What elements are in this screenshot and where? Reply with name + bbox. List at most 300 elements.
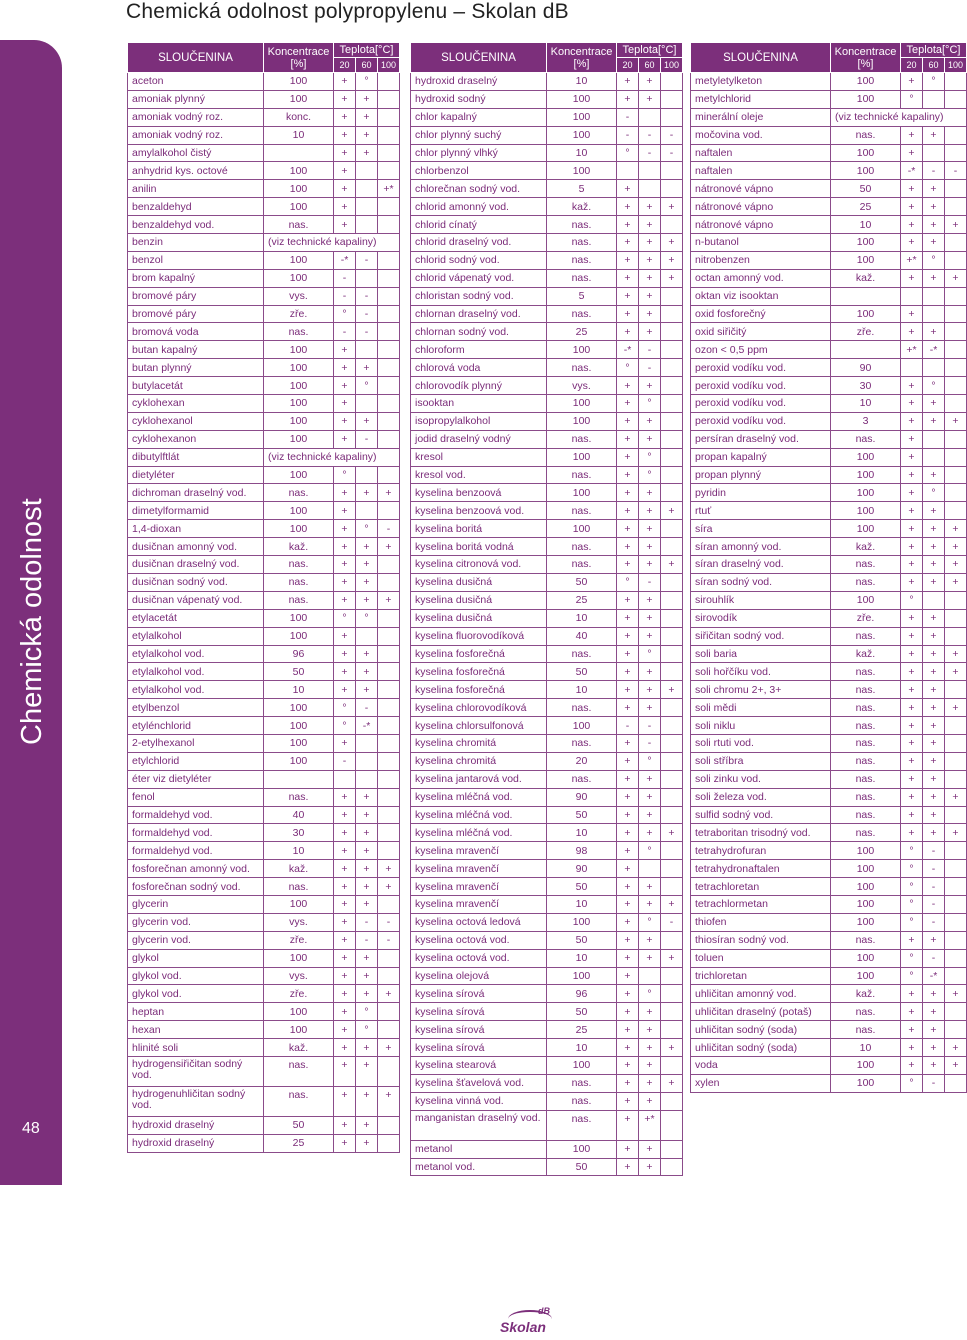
concentration: 10 (264, 842, 334, 860)
rating-20: + (617, 842, 639, 860)
rating-100 (945, 734, 967, 752)
rating-20: + (901, 770, 923, 788)
rating-20: ° (901, 90, 923, 108)
compound-name: butylacetát (128, 377, 264, 395)
compound-name: benzaldehyd (128, 198, 264, 216)
rating-60: + (923, 502, 945, 520)
rating-60: + (356, 591, 378, 609)
rating-20: + (901, 1021, 923, 1039)
compound-name: uhličitan sodný (soda) (691, 1021, 831, 1039)
rating-20: + (901, 484, 923, 502)
rating-60: + (356, 556, 378, 574)
rating-100 (378, 842, 400, 860)
table-row (691, 251, 967, 269)
table-row (411, 824, 683, 842)
rating-20: + (334, 591, 356, 609)
see-note: (viz technické kapaliny) (831, 108, 967, 126)
rating-60: + (639, 484, 661, 502)
rating-20: + (334, 878, 356, 896)
concentration: 100 (264, 717, 334, 735)
rating-60: + (923, 717, 945, 735)
compound-name: benzin (128, 234, 264, 252)
concentration: 100 (831, 90, 901, 108)
compound-name: naftalen (691, 144, 831, 162)
compound-name: sulfid sodný vod. (691, 806, 831, 824)
compound-name: 2-etylhexanol (128, 734, 264, 752)
compound-name: soli mědi (691, 699, 831, 717)
rating-100: + (661, 1039, 683, 1057)
rating-20: + (617, 627, 639, 645)
table-row (411, 1039, 683, 1057)
rating-60: - (356, 430, 378, 448)
concentration: kaž. (831, 538, 901, 556)
concentration: 100 (547, 126, 617, 144)
concentration: nas. (264, 573, 334, 591)
rating-20 (334, 770, 356, 788)
table-row (128, 216, 400, 234)
rating-60: + (639, 1021, 661, 1039)
table-row (691, 305, 967, 323)
compound-name: kyselina mravenčí (411, 895, 547, 913)
table-row (411, 681, 683, 699)
compound-name: amoniak plynný (128, 90, 264, 108)
rating-100 (661, 770, 683, 788)
rating-100 (378, 806, 400, 824)
rating-60: + (639, 377, 661, 395)
concentration: 50 (547, 573, 617, 591)
compound-name: peroxid vodíku vod. (691, 377, 831, 395)
compound-name: chlorbenzol (411, 162, 547, 180)
rating-60: + (639, 627, 661, 645)
rating-100 (661, 108, 683, 126)
compound-name: dimetylformamid (128, 502, 264, 520)
rating-100 (661, 377, 683, 395)
concentration: 90 (547, 860, 617, 878)
header-temperature: Teplota[°C] (334, 43, 400, 58)
compound-name: kyselina sírová (411, 985, 547, 1003)
rating-20: + (617, 878, 639, 896)
table-row (411, 788, 683, 806)
rating-100 (945, 305, 967, 323)
compound-name: kyselina jantarová vod. (411, 770, 547, 788)
concentration: 50 (547, 663, 617, 681)
rating-60: ° (356, 609, 378, 627)
rating-60: + (639, 663, 661, 681)
table-row (411, 359, 683, 377)
header-temperature: Teplota[°C] (901, 43, 967, 58)
rating-100 (945, 770, 967, 788)
rating-60: + (639, 770, 661, 788)
rating-60: - (356, 251, 378, 269)
rating-20: + (617, 90, 639, 108)
rating-60: - (923, 949, 945, 967)
concentration: 100 (264, 752, 334, 770)
compound-name: ozon < 0,5 ppm (691, 341, 831, 359)
concentration: nas. (547, 645, 617, 663)
rating-60: + (639, 609, 661, 627)
rating-100 (661, 412, 683, 430)
rating-100 (945, 1021, 967, 1039)
rating-60: ° (356, 520, 378, 538)
rating-100: + (945, 1039, 967, 1057)
rating-20: ° (901, 860, 923, 878)
concentration: 100 (264, 359, 334, 377)
compound-name: pyridin (691, 484, 831, 502)
compound-name: thiosíran sodný vod. (691, 931, 831, 949)
rating-100: + (661, 251, 683, 269)
rating-60: + (923, 806, 945, 824)
rating-60: + (639, 234, 661, 252)
rating-20: + (334, 395, 356, 413)
concentration: 10 (547, 895, 617, 913)
rating-20: + (901, 1039, 923, 1057)
rating-60 (356, 180, 378, 198)
rating-60: + (639, 287, 661, 305)
compound-name: peroxid vodíku vod. (691, 412, 831, 430)
concentration: vys. (547, 377, 617, 395)
concentration: 100 (264, 502, 334, 520)
rating-60: + (923, 770, 945, 788)
compound-name: soli hořčíku vod. (691, 663, 831, 681)
rating-60: - (639, 573, 661, 591)
compound-name: formaldehyd vod. (128, 842, 264, 860)
rating-100: - (661, 144, 683, 162)
rating-20: + (901, 73, 923, 91)
compound-name: chlorid cínatý (411, 216, 547, 234)
rating-20: + (334, 1134, 356, 1152)
rating-100: - (661, 913, 683, 931)
rating-20: + (617, 681, 639, 699)
rating-20: ° (334, 466, 356, 484)
compound-name: chlorid vápenatý vod. (411, 269, 547, 287)
rating-100 (661, 699, 683, 717)
table-row (411, 520, 683, 538)
concentration: nas. (831, 573, 901, 591)
rating-100 (378, 788, 400, 806)
compound-name: tetrachloretan (691, 878, 831, 896)
table-row (411, 699, 683, 717)
concentration: 100 (831, 234, 901, 252)
rating-60: + (923, 466, 945, 484)
table-row (411, 108, 683, 126)
concentration: 100 (831, 860, 901, 878)
table-row (128, 967, 400, 985)
concentration: nas. (547, 699, 617, 717)
compound-name: aceton (128, 73, 264, 91)
rating-20: + (617, 609, 639, 627)
table-row (128, 1003, 400, 1021)
header-temp-t3: 100 (661, 58, 683, 73)
concentration: 100 (831, 967, 901, 985)
rating-60: ° (923, 377, 945, 395)
rating-60: + (923, 234, 945, 252)
rating-20: + (617, 734, 639, 752)
table-row (411, 430, 683, 448)
rating-60: + (923, 556, 945, 574)
rating-60 (639, 860, 661, 878)
concentration: 100 (264, 162, 334, 180)
concentration: nas. (547, 251, 617, 269)
rating-20: + (617, 931, 639, 949)
rating-20: + (901, 323, 923, 341)
rating-100 (945, 860, 967, 878)
compound-name: etylalkohol (128, 627, 264, 645)
rating-60: - (639, 734, 661, 752)
rating-60: + (356, 663, 378, 681)
compound-name: nátronové vápno (691, 216, 831, 234)
header-temp-t1: 20 (334, 58, 356, 73)
compound-name: voda (691, 1056, 831, 1074)
compound-name: močovina vod. (691, 126, 831, 144)
rating-100 (661, 180, 683, 198)
rating-60: + (639, 681, 661, 699)
table-row (411, 412, 683, 430)
compound-name: kresol (411, 448, 547, 466)
compound-name: hydrogensiřičitan sodný vod. (128, 1056, 264, 1086)
compound-name: kyselina mravenčí (411, 860, 547, 878)
header-concentration (264, 43, 334, 73)
header-temp-t2: 60 (639, 58, 661, 73)
rating-60: + (356, 645, 378, 663)
compound-name: amylalkohol čistý (128, 144, 264, 162)
rating-60: + (356, 985, 378, 1003)
table-row (691, 699, 967, 717)
rating-20: - (334, 752, 356, 770)
rating-100 (661, 627, 683, 645)
rating-20: + (617, 967, 639, 985)
concentration: nas. (547, 234, 617, 252)
rating-20: + (334, 538, 356, 556)
rating-100 (945, 502, 967, 520)
concentration: nas. (264, 484, 334, 502)
concentration: 40 (547, 627, 617, 645)
rating-20: + (617, 448, 639, 466)
concentration: 100 (264, 734, 334, 752)
table-row (411, 502, 683, 520)
rating-60: + (639, 216, 661, 234)
table-row (411, 1158, 683, 1176)
rating-20: + (334, 108, 356, 126)
table-row (411, 377, 683, 395)
rating-100 (661, 806, 683, 824)
rating-20: + (617, 895, 639, 913)
rating-60 (923, 287, 945, 305)
rating-60: + (356, 1056, 378, 1086)
rating-100 (661, 430, 683, 448)
concentration: 90 (547, 788, 617, 806)
table-row (411, 967, 683, 985)
concentration: 10 (547, 824, 617, 842)
table-row (411, 216, 683, 234)
rating-20: + (617, 1158, 639, 1176)
concentration: 25 (831, 198, 901, 216)
rating-20: + (617, 985, 639, 1003)
compound-name: etylacetát (128, 609, 264, 627)
rating-100 (661, 359, 683, 377)
rating-20: + (334, 180, 356, 198)
table-row (128, 717, 400, 735)
rating-20: + (617, 520, 639, 538)
rating-100: + (945, 269, 967, 287)
table-row (691, 949, 967, 967)
table-row (691, 627, 967, 645)
table-row (691, 520, 967, 538)
header-conc-line1: Koncentrace (550, 45, 613, 58)
rating-60: + (923, 269, 945, 287)
rating-20: - (334, 323, 356, 341)
rating-100 (378, 717, 400, 735)
rating-100: + (378, 1086, 400, 1116)
concentration: nas. (831, 627, 901, 645)
concentration: 100 (831, 251, 901, 269)
concentration: 100 (831, 73, 901, 91)
concentration: 100 (831, 1074, 901, 1092)
table-row (128, 824, 400, 842)
rating-100 (378, 73, 400, 91)
table-row (691, 770, 967, 788)
rating-60: + (356, 144, 378, 162)
rating-60: + (356, 90, 378, 108)
concentration: nas. (547, 1092, 617, 1110)
concentration: 100 (831, 144, 901, 162)
rating-20: + (901, 645, 923, 663)
table-row (691, 108, 967, 126)
rating-20: + (901, 627, 923, 645)
rating-60 (923, 359, 945, 377)
compound-name: chlorovodík plynný (411, 377, 547, 395)
rating-100 (378, 198, 400, 216)
rating-60: + (356, 1116, 378, 1134)
rating-100 (378, 341, 400, 359)
concentration: 100 (831, 484, 901, 502)
compound-name: dichroman draselný vod. (128, 484, 264, 502)
rating-20: + (334, 198, 356, 216)
concentration: nas. (547, 770, 617, 788)
compound-name: manganistan draselný vod. (411, 1110, 547, 1140)
compound-name: chlorová voda (411, 359, 547, 377)
concentration: 100 (547, 90, 617, 108)
rating-60 (356, 341, 378, 359)
compound-name: fosforečnan amonný vod. (128, 860, 264, 878)
concentration: 100 (547, 1056, 617, 1074)
table-row (691, 913, 967, 931)
concentration: 10 (831, 395, 901, 413)
rating-100: + (661, 895, 683, 913)
table-row (691, 824, 967, 842)
rating-60: - (356, 305, 378, 323)
table-row (411, 1092, 683, 1110)
table-row (128, 1134, 400, 1152)
rating-100: - (378, 913, 400, 931)
rating-60: - (923, 895, 945, 913)
concentration: 40 (264, 806, 334, 824)
table-row (691, 573, 967, 591)
rating-60: + (639, 269, 661, 287)
compound-name: hydroxid draselný (128, 1134, 264, 1152)
concentration: 100 (264, 269, 334, 287)
concentration: nas. (831, 430, 901, 448)
table-row (691, 1003, 967, 1021)
compound-name: kyselina benzoová vod. (411, 502, 547, 520)
compound-name: éter viz dietyléter (128, 770, 264, 788)
header-temp-t2: 60 (356, 58, 378, 73)
rating-20: + (901, 448, 923, 466)
table-row (411, 913, 683, 931)
concentration: kaž. (264, 860, 334, 878)
table-row (411, 144, 683, 162)
table-row (411, 806, 683, 824)
table-row (128, 234, 400, 252)
compound-name: hydrogenuhličitan sodný vod. (128, 1086, 264, 1116)
table-row (128, 359, 400, 377)
rating-20: ° (334, 717, 356, 735)
table-row (128, 1116, 400, 1134)
rating-60: + (639, 931, 661, 949)
compound-name: glycerin vod. (128, 931, 264, 949)
rating-60: + (356, 412, 378, 430)
rating-20: + (901, 824, 923, 842)
rating-100 (661, 717, 683, 735)
rating-100 (378, 466, 400, 484)
table-row (691, 466, 967, 484)
rating-100 (378, 1003, 400, 1021)
rating-20 (617, 162, 639, 180)
table-row (691, 591, 967, 609)
concentration: 100 (547, 395, 617, 413)
rating-20: + (617, 949, 639, 967)
rating-100 (661, 90, 683, 108)
table-row (128, 448, 400, 466)
rating-60: + (639, 788, 661, 806)
rating-60: + (923, 216, 945, 234)
compound-name: benzol (128, 251, 264, 269)
concentration: 100 (264, 949, 334, 967)
rating-100 (661, 216, 683, 234)
rating-100 (378, 126, 400, 144)
table-row (411, 538, 683, 556)
concentration: nas. (264, 216, 334, 234)
rating-60: + (923, 1021, 945, 1039)
rating-60: - (356, 913, 378, 931)
rating-100: + (945, 824, 967, 842)
table-row (128, 287, 400, 305)
compound-name: soli rtuti vod. (691, 734, 831, 752)
concentration: 10 (264, 126, 334, 144)
concentration: 50 (547, 931, 617, 949)
rating-100 (661, 305, 683, 323)
table-row (128, 699, 400, 717)
concentration: 100 (831, 520, 901, 538)
rating-20: + (617, 484, 639, 502)
compound-name: isooktan (411, 395, 547, 413)
rating-60: + (923, 645, 945, 663)
resistance-table-2 (410, 42, 683, 1176)
concentration: 100 (547, 484, 617, 502)
rating-100: + (945, 985, 967, 1003)
compound-name: chlornan draselný vod. (411, 305, 547, 323)
table-row (128, 484, 400, 502)
rating-20: ° (617, 359, 639, 377)
rating-100: + (661, 681, 683, 699)
rating-100 (945, 1074, 967, 1092)
rating-100 (378, 144, 400, 162)
table-row (411, 1140, 683, 1158)
rating-20: + (617, 1039, 639, 1057)
rating-20: +* (901, 341, 923, 359)
table-row (411, 878, 683, 896)
concentration: 100 (264, 341, 334, 359)
concentration: 100 (547, 520, 617, 538)
